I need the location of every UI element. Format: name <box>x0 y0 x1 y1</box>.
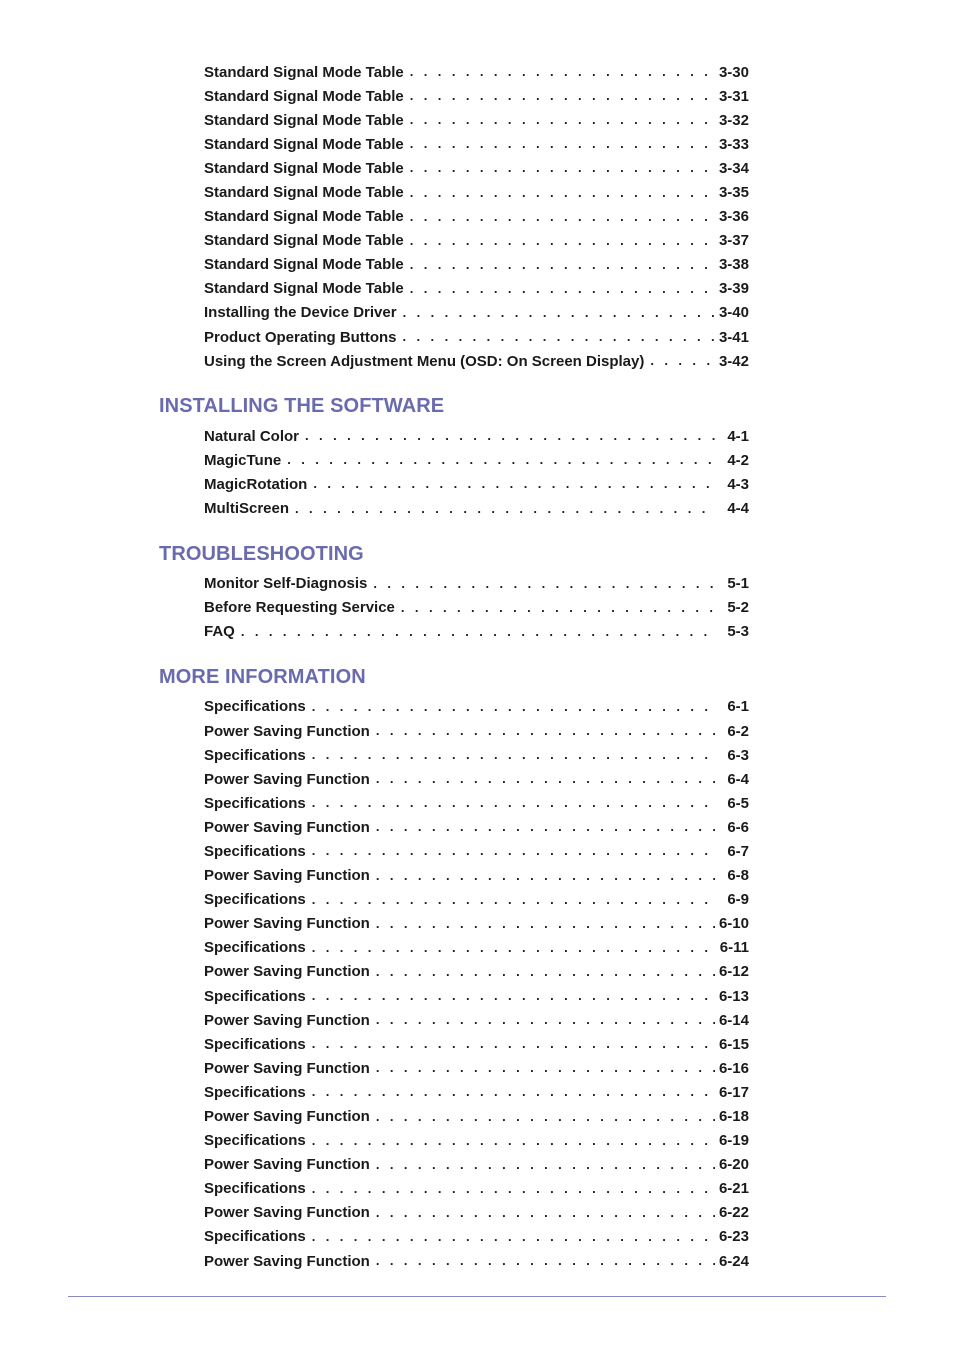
dot-leader <box>305 427 715 445</box>
toc-entry-page-number: 3-41 <box>718 328 749 346</box>
dot-leader <box>376 915 715 933</box>
toc-entry-label: Power Saving Function <box>204 1108 370 1126</box>
toc-entry[interactable] <box>204 301 749 325</box>
section-heading[interactable]: INSTALLING THE SOFTWARE <box>159 395 445 418</box>
toc-entry[interactable] <box>204 596 749 620</box>
toc-entry[interactable] <box>204 1153 749 1177</box>
toc-entry-page-number: 6-22 <box>718 1204 749 1222</box>
toc-entry-page-number: 6-2 <box>727 722 749 740</box>
dot-leader <box>376 1204 715 1222</box>
dot-leader <box>312 1083 715 1101</box>
toc-entry-page-number: 6-20 <box>718 1156 749 1174</box>
toc-entry[interactable] <box>204 325 749 349</box>
toc-entry-label: Specifications <box>204 1228 306 1246</box>
toc-entry-label: Specifications <box>204 1132 306 1150</box>
toc-entry-page-number: 6-15 <box>718 1035 749 1053</box>
toc-entry-label: Standard Signal Mode Table <box>204 184 404 202</box>
toc-entry-page-number: 6-16 <box>718 1059 749 1077</box>
dot-leader <box>312 987 715 1005</box>
dot-leader <box>376 867 715 885</box>
toc-entry-label: Specifications <box>204 746 306 764</box>
toc-entry[interactable] <box>204 497 749 521</box>
toc-entry[interactable] <box>204 108 749 132</box>
toc-entry-page-number: 4-3 <box>727 475 749 493</box>
toc-entry[interactable] <box>204 253 749 277</box>
dot-leader <box>410 232 715 250</box>
toc-entry[interactable] <box>204 743 749 767</box>
section-heading[interactable]: TROUBLESHOOTING <box>159 542 364 565</box>
toc-entry-page-number: 6-18 <box>718 1108 749 1126</box>
toc-entry-page-number: 3-42 <box>718 352 749 370</box>
toc-entry[interactable] <box>204 984 749 1008</box>
top-entry-list <box>0 60 954 373</box>
toc-entry[interactable] <box>204 695 749 719</box>
dot-leader <box>312 1228 715 1246</box>
toc-entry-label: Specifications <box>204 1180 306 1198</box>
dot-leader <box>376 1011 715 1029</box>
toc-entry[interactable] <box>204 1129 749 1153</box>
dot-leader <box>376 1108 715 1126</box>
dot-leader <box>376 1059 715 1077</box>
toc-entry-page-number: 6-10 <box>718 915 749 933</box>
toc-section <box>0 391 954 520</box>
toc-entry-page-number: 6-13 <box>718 987 749 1005</box>
toc-section <box>0 539 954 644</box>
toc-entry-label: MagicTune <box>204 451 282 469</box>
dot-leader <box>376 1252 715 1270</box>
toc-entry-page-number: 4-4 <box>727 500 749 518</box>
toc-entry[interactable] <box>204 1177 749 1201</box>
dot-leader <box>312 842 715 860</box>
dot-leader <box>312 794 715 812</box>
section-list <box>0 391 954 1273</box>
toc-entry-label: Monitor Self-Diagnosis <box>204 575 368 593</box>
toc-entry[interactable] <box>204 572 749 596</box>
toc-entry-label: Before Requesting Service <box>204 599 395 617</box>
dot-leader <box>287 451 715 469</box>
toc-entry[interactable] <box>204 719 749 743</box>
toc-entry-label: Product Operating Buttons <box>204 328 397 346</box>
dot-leader <box>410 111 715 129</box>
toc-entry-page-number: 3-35 <box>718 184 749 202</box>
toc-entry-label: MagicRotation <box>204 475 308 493</box>
toc-entry[interactable] <box>204 349 749 373</box>
toc-entry[interactable] <box>204 864 749 888</box>
dot-leader <box>312 1132 715 1150</box>
dot-leader <box>410 208 715 226</box>
toc-entry[interactable] <box>204 620 749 644</box>
dot-leader <box>241 623 715 641</box>
toc-entry-page-number: 5-1 <box>727 575 749 593</box>
dot-leader <box>410 256 715 274</box>
toc-entry[interactable] <box>204 936 749 960</box>
toc-entry-page-number: 6-1 <box>727 698 749 716</box>
dot-leader <box>312 891 715 909</box>
toc-entry-page-number: 3-31 <box>718 87 749 105</box>
toc-entry-page-number: 4-1 <box>727 427 749 445</box>
toc-entry[interactable] <box>204 205 749 229</box>
toc-entry-label: Standard Signal Mode Table <box>204 87 404 105</box>
toc-entry[interactable] <box>204 791 749 815</box>
toc-entry-label: Power Saving Function <box>204 818 370 836</box>
dot-leader <box>650 352 715 370</box>
toc-entry[interactable] <box>204 180 749 204</box>
toc-entry[interactable] <box>204 815 749 839</box>
toc-entry-label: Power Saving Function <box>204 1011 370 1029</box>
toc-entry[interactable] <box>204 839 749 863</box>
toc-entry-page-number: 3-40 <box>718 304 749 322</box>
toc-entry-label: Power Saving Function <box>204 915 370 933</box>
section-entry-list <box>0 572 954 644</box>
toc-entry-label: Standard Signal Mode Table <box>204 280 404 298</box>
section-heading[interactable]: MORE INFORMATION <box>159 665 366 688</box>
toc-entry-label: Specifications <box>204 698 306 716</box>
toc-entry[interactable] <box>204 1008 749 1032</box>
toc-entry-page-number: 6-24 <box>718 1252 749 1270</box>
toc-entry[interactable] <box>204 767 749 791</box>
dot-leader <box>312 1180 715 1198</box>
toc-entry-page-number: 6-5 <box>727 794 749 812</box>
toc-entry-page-number: 6-17 <box>718 1083 749 1101</box>
toc-entry-page-number: 6-11 <box>719 939 749 957</box>
toc-entry-label: Standard Signal Mode Table <box>204 111 404 129</box>
section-entry-list <box>0 424 954 520</box>
dot-leader <box>376 818 715 836</box>
toc-entry-label: Specifications <box>204 891 306 909</box>
toc-entry-page-number: 4-2 <box>727 451 749 469</box>
toc-entry-page-number: 3-33 <box>718 135 749 153</box>
toc-entry-label: Standard Signal Mode Table <box>204 135 404 153</box>
toc-entry[interactable] <box>204 1032 749 1056</box>
dot-leader <box>403 304 715 322</box>
toc-entry-label: Power Saving Function <box>204 770 370 788</box>
toc-entry-page-number: 6-3 <box>727 746 749 764</box>
toc-entry-label: Standard Signal Mode Table <box>204 63 404 81</box>
toc-entry-label: Standard Signal Mode Table <box>204 159 404 177</box>
toc-entry-page-number: 6-4 <box>727 770 749 788</box>
toc-entry[interactable] <box>204 1104 749 1128</box>
toc-entry[interactable] <box>204 156 749 180</box>
toc-entry-page-number: 3-38 <box>718 256 749 274</box>
toc-entry-label: Specifications <box>204 1035 306 1053</box>
toc-entry-page-number: 6-6 <box>727 818 749 836</box>
dot-leader <box>410 280 715 298</box>
toc-entry-label: Specifications <box>204 842 306 860</box>
toc-entry-page-number: 6-8 <box>727 867 749 885</box>
toc-entry[interactable] <box>204 1056 749 1080</box>
toc-entry[interactable] <box>204 60 749 84</box>
toc-entry[interactable] <box>204 1080 749 1104</box>
toc-entry-label: MultiScreen <box>204 500 290 518</box>
dot-leader <box>403 328 715 346</box>
dot-leader <box>410 87 715 105</box>
toc-entry-label: Specifications <box>204 1083 306 1101</box>
toc-entry-page-number: 6-12 <box>718 963 749 981</box>
toc-entry-label: Natural Color <box>204 427 300 445</box>
toc-entry-label: Standard Signal Mode Table <box>204 208 404 226</box>
toc-entry-page-number: 6-21 <box>718 1180 749 1198</box>
table-of-contents <box>0 60 954 1273</box>
toc-entry-label: Power Saving Function <box>204 867 370 885</box>
dot-leader <box>312 698 715 716</box>
toc-entry[interactable] <box>204 472 749 496</box>
toc-section <box>0 662 954 1273</box>
dot-leader <box>410 159 715 177</box>
dot-leader <box>313 475 715 493</box>
toc-entry[interactable] <box>204 132 749 156</box>
toc-entry-page-number: 6-23 <box>718 1228 749 1246</box>
toc-entry-page-number: 3-30 <box>718 63 749 81</box>
toc-entry[interactable] <box>204 1225 749 1249</box>
toc-entry[interactable] <box>204 424 749 448</box>
toc-entry[interactable] <box>204 1201 749 1225</box>
toc-entry-page-number: 3-36 <box>718 208 749 226</box>
dot-leader <box>376 770 715 788</box>
dot-leader <box>410 184 715 202</box>
toc-entry-label: Power Saving Function <box>204 1156 370 1174</box>
dot-leader <box>312 939 715 957</box>
dot-leader <box>376 963 715 981</box>
toc-entry[interactable] <box>204 1249 749 1273</box>
toc-entry-label: FAQ <box>204 623 235 641</box>
toc-entry-page-number: 5-3 <box>727 623 749 641</box>
toc-entry[interactable] <box>204 912 749 936</box>
dot-leader <box>401 599 715 617</box>
dot-leader <box>410 135 715 153</box>
toc-entry-page-number: 5-2 <box>727 599 749 617</box>
toc-entry[interactable] <box>204 229 749 253</box>
dot-leader <box>295 500 715 518</box>
toc-entry-label: Specifications <box>204 987 306 1005</box>
toc-entry-label: Specifications <box>204 939 306 957</box>
toc-entry-label: Specifications <box>204 794 306 812</box>
toc-entry-label: Power Saving Function <box>204 1252 370 1270</box>
toc-entry[interactable] <box>204 960 749 984</box>
dot-leader <box>376 1156 715 1174</box>
toc-entry[interactable] <box>204 448 749 472</box>
toc-entry-label: Power Saving Function <box>204 963 370 981</box>
toc-entry-label: Power Saving Function <box>204 1059 370 1077</box>
toc-entry-label: Using the Screen Adjustment Menu (OSD: On Screen Display) <box>204 352 645 370</box>
footer-divider <box>68 1296 886 1297</box>
toc-entry-page-number: 6-9 <box>727 891 749 909</box>
toc-entry[interactable] <box>204 277 749 301</box>
toc-entry[interactable] <box>204 84 749 108</box>
dot-leader <box>312 746 715 764</box>
toc-entry-page-number: 3-32 <box>718 111 749 129</box>
toc-entry-page-number: 6-7 <box>727 842 749 860</box>
toc-entry-page-number: 6-19 <box>718 1132 749 1150</box>
toc-entry[interactable] <box>204 888 749 912</box>
toc-entry-label: Standard Signal Mode Table <box>204 256 404 274</box>
toc-entry-label: Standard Signal Mode Table <box>204 232 404 250</box>
dot-leader <box>373 575 715 593</box>
toc-entry-label: Installing the Device Driver <box>204 304 397 322</box>
toc-entry-page-number: 3-39 <box>718 280 749 298</box>
dot-leader <box>376 722 715 740</box>
toc-entry-page-number: 3-34 <box>718 159 749 177</box>
dot-leader <box>410 63 715 81</box>
toc-entry-label: Power Saving Function <box>204 1204 370 1222</box>
toc-entry-page-number: 6-14 <box>718 1011 749 1029</box>
section-entry-list <box>0 695 954 1273</box>
toc-entry-label: Power Saving Function <box>204 722 370 740</box>
dot-leader <box>312 1035 715 1053</box>
toc-entry-page-number: 3-37 <box>718 232 749 250</box>
